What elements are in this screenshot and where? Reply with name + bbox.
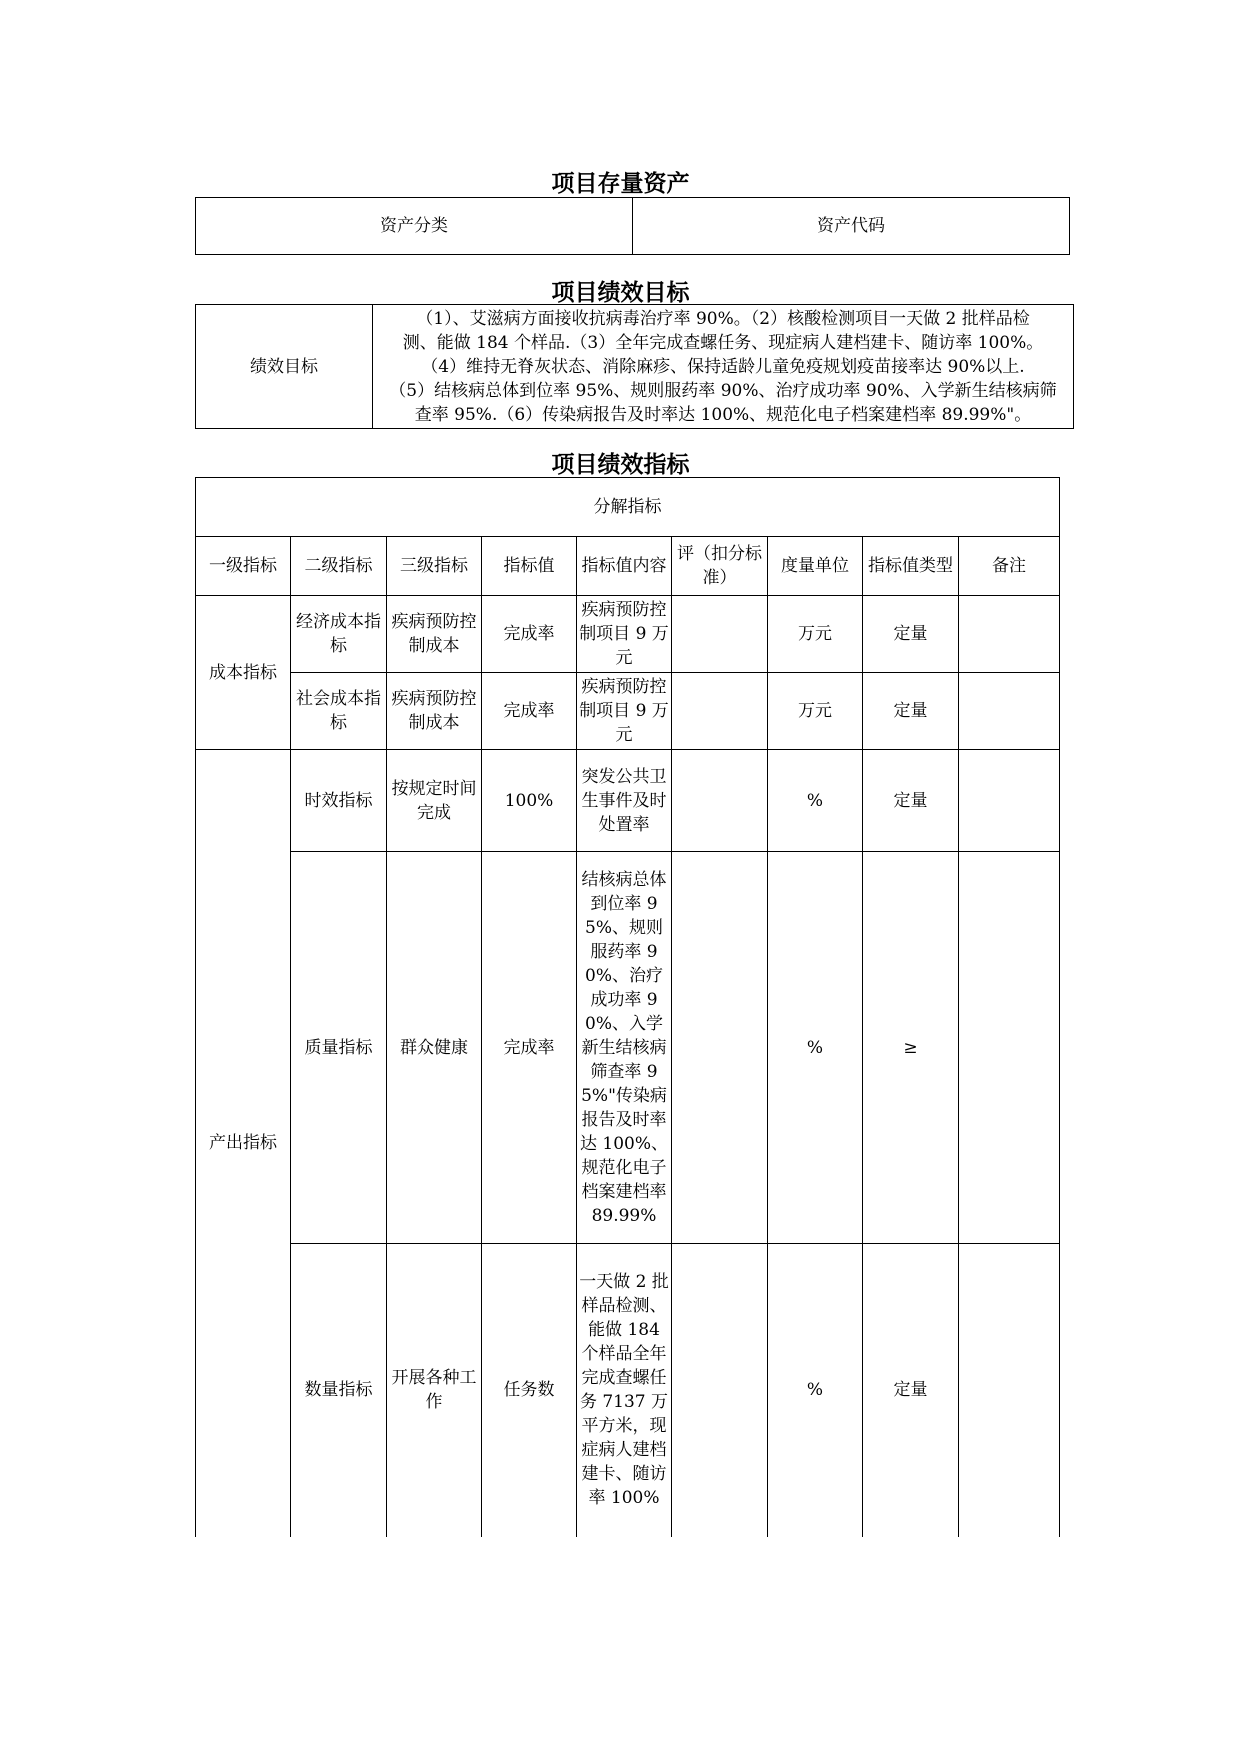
goal-line: （1）、艾滋病方面接收抗病毒治疗率 90%。（2）核酸检测项目一天做 2 批样品检: [416, 308, 1030, 329]
table-row: [196, 673, 1060, 750]
goal-line: （5）结核病总体到位率 95%、规则服药率 90%、治疗成功率 90%、入学新生结核病筛: [389, 380, 1057, 401]
level3-cell: 群众健康: [387, 852, 482, 1244]
goal-content: [373, 305, 1074, 429]
type-cell: ≥: [863, 852, 959, 1244]
content-cell: 突发公共卫生事件及时处置率: [577, 750, 672, 852]
col-header-score: 评（扣分标准）: [672, 537, 768, 596]
unit-cell: 万元: [768, 596, 863, 673]
asset-category-header: 资产分类: [196, 198, 633, 255]
group-output: 产出指标: [196, 750, 291, 1537]
goal-table: [195, 304, 1074, 429]
level2-cell: 经济成本指标: [291, 596, 387, 673]
content-cell: 结核病总体到位率 95%、规则服药率 90%、治疗成功率 90%、入学新生结核病筛查率 95%"传染病报告及时率达 100%、规范化电子档案建档率 89.99%: [577, 852, 672, 1244]
goal-line: 测、能做 184 个样品.（3）全年完成查螺任务、现症病人建档建卡、随访率 100%。: [402, 332, 1044, 353]
level2-cell: 质量指标: [291, 852, 387, 1244]
unit-cell: 万元: [768, 673, 863, 750]
type-cell: 定量: [863, 673, 959, 750]
goal-label: 绩效目标: [196, 305, 373, 429]
unit-cell: %: [768, 750, 863, 852]
col-header-value: 指标值: [482, 537, 577, 596]
unit-cell: %: [768, 852, 863, 1244]
indicators-table: [195, 477, 1060, 1537]
content-cell: 一天做 2 批样品检测、能做 184 个样品全年完成查螺任务 7137 万平方米，现症病人建档建卡、随访率 100%: [577, 1244, 672, 1537]
table-row: [196, 852, 1060, 1244]
note-cell: [959, 673, 1060, 750]
score-cell: [672, 750, 768, 852]
level3-cell: 按规定时间完成: [387, 750, 482, 852]
col-header-type: 指标值类型: [863, 537, 959, 596]
value-cell: 完成率: [482, 673, 577, 750]
table-row: [196, 596, 1060, 673]
col-header-unit: 度量单位: [768, 537, 863, 596]
content-cell: 疾病预防控制项目 9 万元: [577, 673, 672, 750]
note-cell: [959, 596, 1060, 673]
col-header-level3: 三级指标: [387, 537, 482, 596]
score-cell: [672, 596, 768, 673]
type-cell: 定量: [863, 750, 959, 852]
assets-table: [195, 197, 1070, 255]
level2-cell: 时效指标: [291, 750, 387, 852]
value-cell: 完成率: [482, 596, 577, 673]
score-cell: [672, 673, 768, 750]
unit-cell: %: [768, 1244, 863, 1537]
asset-code-header: 资产代码: [633, 198, 1070, 255]
decomposed-indicators-header: 分解指标: [196, 478, 1060, 537]
note-cell: [959, 750, 1060, 852]
type-cell: 定量: [863, 596, 959, 673]
note-cell: [959, 1244, 1060, 1537]
indicators-title: 项目绩效指标: [551, 452, 690, 478]
table-row: [196, 1244, 1060, 1537]
level3-cell: 疾病预防控制成本: [387, 673, 482, 750]
goal-line: （4）维持无脊灰状态、消除麻疹、保持适龄儿童免疫规划疫苗接率达 90%以上.: [421, 356, 1025, 377]
col-header-level1: 一级指标: [196, 537, 291, 596]
goal-line: 查率 95%.（6）传染病报告及时率达 100%、规范化电子档案建档率 89.99%"。: [414, 404, 1032, 425]
level2-cell: 数量指标: [291, 1244, 387, 1537]
level3-cell: 开展各种工作: [387, 1244, 482, 1537]
col-header-level2: 二级指标: [291, 537, 387, 596]
content-cell: 疾病预防控制项目 9 万元: [577, 596, 672, 673]
col-header-note: 备注: [959, 537, 1060, 596]
goal-title: 项目绩效目标: [551, 280, 690, 306]
score-cell: [672, 852, 768, 1244]
value-cell: 100%: [482, 750, 577, 852]
table-row: [196, 750, 1060, 852]
level2-cell: 社会成本指标: [291, 673, 387, 750]
value-cell: 任务数: [482, 1244, 577, 1537]
value-cell: 完成率: [482, 852, 577, 1244]
col-header-content: 指标值内容: [577, 537, 672, 596]
note-cell: [959, 852, 1060, 1244]
assets-title: 项目存量资产: [551, 171, 690, 197]
group-cost: 成本指标: [196, 596, 291, 750]
level3-cell: 疾病预防控制成本: [387, 596, 482, 673]
score-cell: [672, 1244, 768, 1537]
type-cell: 定量: [863, 1244, 959, 1537]
